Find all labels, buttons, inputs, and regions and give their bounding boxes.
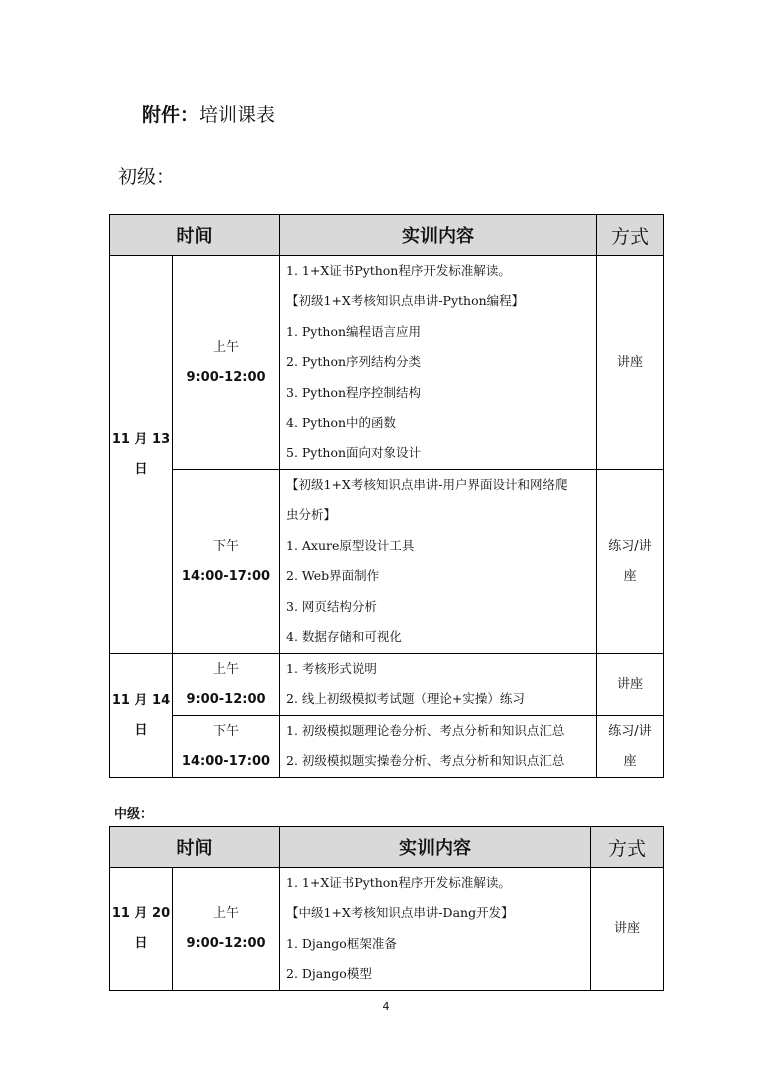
method-line: 座 (623, 568, 637, 584)
date-line: 11 月 13 (111, 431, 171, 447)
content-line: 1. Python编程语言应用 (286, 323, 422, 339)
content-cell (280, 716, 597, 778)
date-cell (110, 654, 173, 778)
content-line: 2. Web界面制作 (286, 568, 380, 584)
method-line: 练习/讲 (608, 723, 652, 739)
content-cell (280, 868, 591, 991)
section-middle-title: 中级： (114, 807, 154, 822)
table-row (110, 868, 664, 991)
method-line: 练习/讲 (608, 538, 652, 554)
content-line: 【中级1+X考核知识点串讲-Dang开发】 (286, 905, 514, 921)
content-cell (280, 256, 597, 470)
page-number: 4 (382, 1000, 390, 1013)
table-row (110, 256, 664, 470)
content-line: 1. 1+X证书Python程序开发标准解读。 (286, 263, 511, 278)
method-cell: 讲座 (597, 654, 664, 716)
table-header-row (110, 215, 664, 256)
date-line: 日 (134, 461, 148, 477)
method-cell (597, 470, 664, 654)
content-line: 4. 数据存储和可视化 (286, 628, 402, 644)
middle-schedule-table (109, 826, 664, 991)
date-cell (110, 256, 173, 654)
content-line: 4. Python中的函数 (286, 414, 397, 430)
date-line: 11 月 20 (111, 906, 171, 921)
method-cell: 讲座 (591, 868, 664, 991)
time-range: 9:00-12:00 (186, 369, 266, 385)
header-time: 时间 (110, 215, 280, 256)
table-header-row (110, 827, 664, 868)
date-line: 日 (134, 936, 148, 951)
time-cell (173, 470, 280, 654)
table-row (110, 470, 664, 654)
page-title (142, 100, 275, 127)
time-cell (173, 256, 280, 470)
period-label: 上午 (212, 906, 239, 921)
content-cell (280, 654, 597, 716)
content-line: 5. Python面向对象设计 (286, 445, 422, 461)
content-line: 3. 网页结构分析 (286, 598, 377, 614)
table-row (110, 716, 664, 778)
method-line: 座 (623, 753, 637, 769)
method-cell (597, 716, 664, 778)
time-cell (173, 868, 280, 991)
content-line: 2. 初级模拟题实操卷分析、考点分析和知识点汇总 (286, 753, 565, 769)
period-label: 上午 (212, 339, 239, 355)
header-method: 方式 (597, 215, 664, 256)
content-line: 3. Python程序控制结构 (286, 384, 422, 400)
header-method: 方式 (591, 827, 664, 868)
section-primary-title: 初级： (118, 166, 176, 188)
method-cell: 讲座 (597, 256, 664, 470)
date-cell (110, 868, 173, 991)
title-label: 附件： (142, 104, 200, 126)
table-row (110, 654, 664, 716)
content-line: 1. Axure原型设计工具 (286, 537, 415, 553)
date-line: 11 月 14 (111, 692, 171, 708)
time-range: 9:00-12:00 (186, 691, 266, 707)
content-line: 1. 初级模拟题理论卷分析、考点分析和知识点汇总 (286, 723, 565, 738)
time-cell (173, 716, 280, 778)
header-content: 实训内容 (280, 827, 591, 868)
header-content: 实训内容 (280, 215, 597, 256)
title-text: 培训课表 (199, 104, 276, 126)
header-time: 时间 (110, 827, 280, 868)
content-cell (280, 470, 597, 654)
time-range: 14:00-17:00 (181, 568, 271, 584)
content-line: 1. 1+X证书Python程序开发标准解读。 (286, 875, 511, 890)
date-line: 日 (134, 722, 148, 738)
content-line: 2. Django模型 (286, 966, 372, 982)
period-label: 上午 (212, 661, 239, 677)
period-label: 下午 (212, 723, 239, 739)
primary-schedule-table (109, 214, 664, 778)
content-line: 2. 线上初级模拟考试题（理论+实操）练习 (286, 691, 525, 707)
content-line: 虫分析】 (286, 507, 337, 523)
period-label: 下午 (212, 538, 239, 554)
time-cell (173, 654, 280, 716)
time-range: 9:00-12:00 (186, 936, 266, 951)
content-line: 【初级1+X考核知识点串讲-用户界面设计和网络爬 (286, 477, 568, 492)
content-line: 2. Python序列结构分类 (286, 354, 422, 370)
content-line: 1. 考核形式说明 (286, 661, 377, 676)
time-range: 14:00-17:00 (181, 753, 271, 769)
content-line: 【初级1+X考核知识点串讲-Python编程】 (286, 293, 525, 309)
content-line: 1. Django框架准备 (286, 935, 397, 951)
